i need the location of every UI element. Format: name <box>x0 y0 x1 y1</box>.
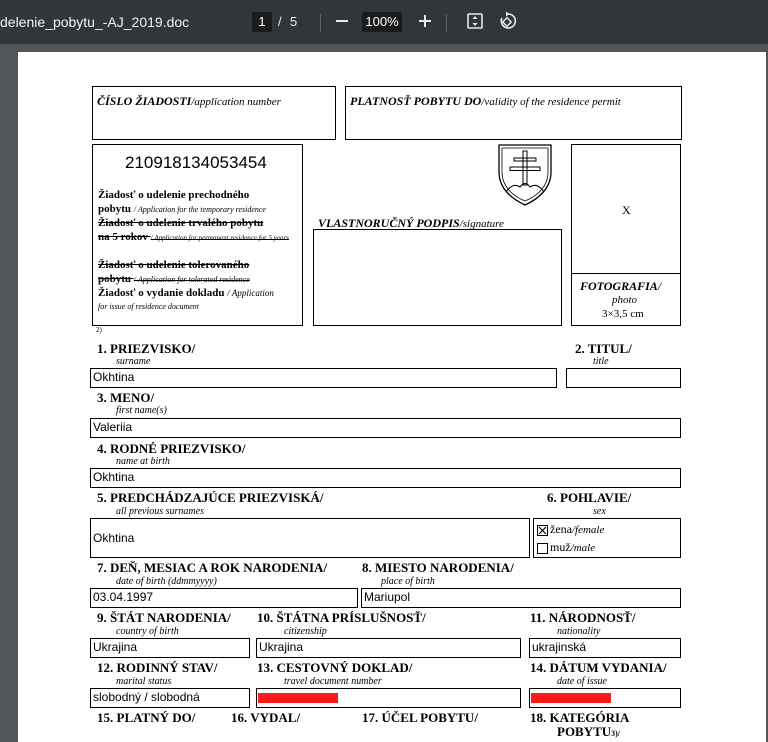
photo-box <box>571 144 681 326</box>
previous-surnames-field[interactable]: Okhtina <box>90 518 530 558</box>
app-number-label-en: /application number <box>191 96 281 108</box>
req-permanent-sk-b: na 5 rokov <box>98 231 148 243</box>
residence-category-label-b: POBYTU <box>557 724 612 739</box>
surname-field[interactable]: Okhtina <box>90 368 557 388</box>
title-field[interactable] <box>566 368 681 388</box>
residence-category-label-c: 3)/ <box>611 729 621 738</box>
title-label: 2. TITUL/ <box>575 341 632 356</box>
marital-status-label: 12. RODINNÝ STAV/ <box>97 660 218 675</box>
rotate-button[interactable] <box>496 10 518 32</box>
male-label: muž <box>550 540 571 554</box>
place-of-birth-label: 8. MIESTO NARODENIA/ <box>362 560 514 575</box>
document-title: delenie_pobytu_-AJ_2019.doc <box>0 14 190 30</box>
date-of-birth-label: 7. DEŇ, MESIAC A ROK NARODENIA/ <box>97 560 328 575</box>
validity-label-en: /validity of the residence permit <box>481 96 621 108</box>
country-of-birth-label-en: country of birth <box>116 626 179 637</box>
photo-x-mark: X <box>622 203 631 217</box>
footnote-marker: 2) <box>96 326 102 334</box>
fit-page-icon <box>464 10 486 32</box>
valid-until-label: 15. PLATNÝ DO/ <box>97 710 196 725</box>
toolbar-divider <box>320 14 321 32</box>
male-checkbox[interactable] <box>537 543 548 554</box>
req-temporary-en: / Application for the temporary residence <box>133 205 266 214</box>
birth-name-field[interactable]: Okhtina <box>90 468 681 488</box>
nationality-label-en: nationality <box>557 626 601 637</box>
redaction-bar <box>258 693 338 703</box>
req-tolerated-en: / Application for tolerated residence <box>133 275 250 284</box>
fit-to-page-button[interactable] <box>464 10 486 32</box>
application-type-box <box>92 144 303 326</box>
page-number-input[interactable]: 1 <box>252 12 272 32</box>
female-label-en: /female <box>571 524 605 536</box>
country-of-birth-field[interactable]: Ukrajina <box>90 638 250 658</box>
sex-label: 6. POHLAVIE/ <box>547 490 632 505</box>
signature-label-en: /signature <box>459 218 504 230</box>
female-label: žena <box>550 522 572 536</box>
photo-size: 3×3,5 cm <box>602 308 644 320</box>
nationality-field[interactable]: ukrajinská <box>529 638 681 658</box>
title-label-en: title <box>593 356 609 367</box>
marital-status-field[interactable]: slobodný / slobodná <box>90 688 250 708</box>
req-temporary-sk: Žiadosť o udelenie prechodného <box>98 189 250 201</box>
first-name-field[interactable]: Valeriia <box>90 418 681 438</box>
residence-category-label: 18. KATEGÓRIA <box>530 710 630 725</box>
req-document-en: / Application <box>227 288 274 298</box>
issued-by-label: 16. VYDAL/ <box>231 710 301 725</box>
purpose-of-stay-label: 17. ÚČEL POBYTU/ <box>362 710 478 725</box>
plus-icon <box>414 10 436 32</box>
citizenship-label: 10. ŠTÁTNA PRÍSLUŠNOSŤ/ <box>257 610 426 625</box>
page-total: 5 <box>290 14 298 29</box>
zoom-level-input[interactable]: 100% <box>362 12 402 32</box>
birth-name-label-en: name at birth <box>116 456 170 467</box>
photo-label: FOTOGRAFIA <box>580 279 658 293</box>
signature-label: VLASTNORUČNÝ PODPIS <box>318 216 460 230</box>
zoom-in-button[interactable] <box>414 10 436 32</box>
sex-label-en: sex <box>593 506 606 517</box>
rotate-icon <box>496 10 518 32</box>
country-of-birth-label: 9. ŠTÁT NARODENIA/ <box>97 610 231 625</box>
nationality-label: 11. NÁRODNOSŤ/ <box>530 610 636 625</box>
previous-surnames-label-en: all previous surnames <box>116 506 204 517</box>
req-temporary-sk-b: pobytu <box>98 203 132 215</box>
application-number-box <box>92 86 336 140</box>
first-name-label: 3. MENO/ <box>97 390 155 405</box>
app-number-label: ČÍSLO ŽIADOSTI <box>97 94 192 108</box>
validity-box <box>345 86 682 140</box>
application-number-value: 210918134053454 <box>125 153 267 172</box>
zoom-out-button[interactable] <box>331 10 353 32</box>
date-of-issue-label-en: date of issue <box>557 676 607 687</box>
date-of-birth-label-en: date of birth (ddmmyyyy) <box>116 576 217 587</box>
place-of-birth-label-en: place of birth <box>381 576 435 587</box>
page-separator: / <box>278 14 282 29</box>
place-of-birth-field[interactable]: Mariupol <box>361 588 681 608</box>
coat-of-arms-icon <box>496 142 554 208</box>
pdf-toolbar <box>0 0 768 44</box>
photo-label-en: photo <box>612 294 638 306</box>
req-permanent-en: / Application for permanent residence for 5 years <box>150 234 289 242</box>
sex-box <box>533 518 681 558</box>
surname-label: 1. PRIEZVISKO/ <box>97 341 196 356</box>
validity-label: PLATNOSŤ POBYTU DO <box>350 94 482 108</box>
check-x-icon <box>538 526 547 535</box>
date-of-birth-field[interactable]: 03.04.1997 <box>90 588 358 608</box>
req-tolerated-sk-b: pobytu <box>98 273 132 285</box>
birth-name-label: 4. RODNÉ PRIEZVISKO/ <box>97 441 246 456</box>
req-document-sk: Žiadosť o vydanie dokladu <box>98 287 225 299</box>
photo-label-sep: / <box>657 279 662 293</box>
marital-status-label-en: marital status <box>116 676 172 687</box>
male-label-en: /male <box>570 542 596 554</box>
citizenship-field[interactable]: Ukrajina <box>256 638 521 658</box>
redaction-bar <box>531 693 611 703</box>
previous-surnames-label: 5. PREDCHÁDZAJÚCE PRIEZVISKÁ/ <box>97 490 324 505</box>
travel-document-label: 13. CESTOVNÝ DOKLAD/ <box>257 660 413 675</box>
req-permanent-sk: Žiadosť o udelenie trvalého pobytu <box>98 217 264 229</box>
toolbar-divider <box>446 14 447 32</box>
date-of-issue-label: 14. DÁTUM VYDANIA/ <box>530 660 667 675</box>
female-checkbox[interactable] <box>537 525 548 536</box>
first-name-label-en: first name(s) <box>116 405 167 416</box>
minus-icon <box>331 10 353 32</box>
travel-document-label-en: travel document number <box>284 676 382 687</box>
surname-label-en: surname <box>116 356 151 367</box>
citizenship-label-en: citizenship <box>284 626 327 637</box>
signature-box <box>313 229 562 326</box>
req-document-en-b: for issue of residence document <box>98 302 200 311</box>
pdf-page <box>18 52 766 742</box>
req-tolerated-sk: Žiadosť o udelenie tolerovaného <box>98 259 250 271</box>
